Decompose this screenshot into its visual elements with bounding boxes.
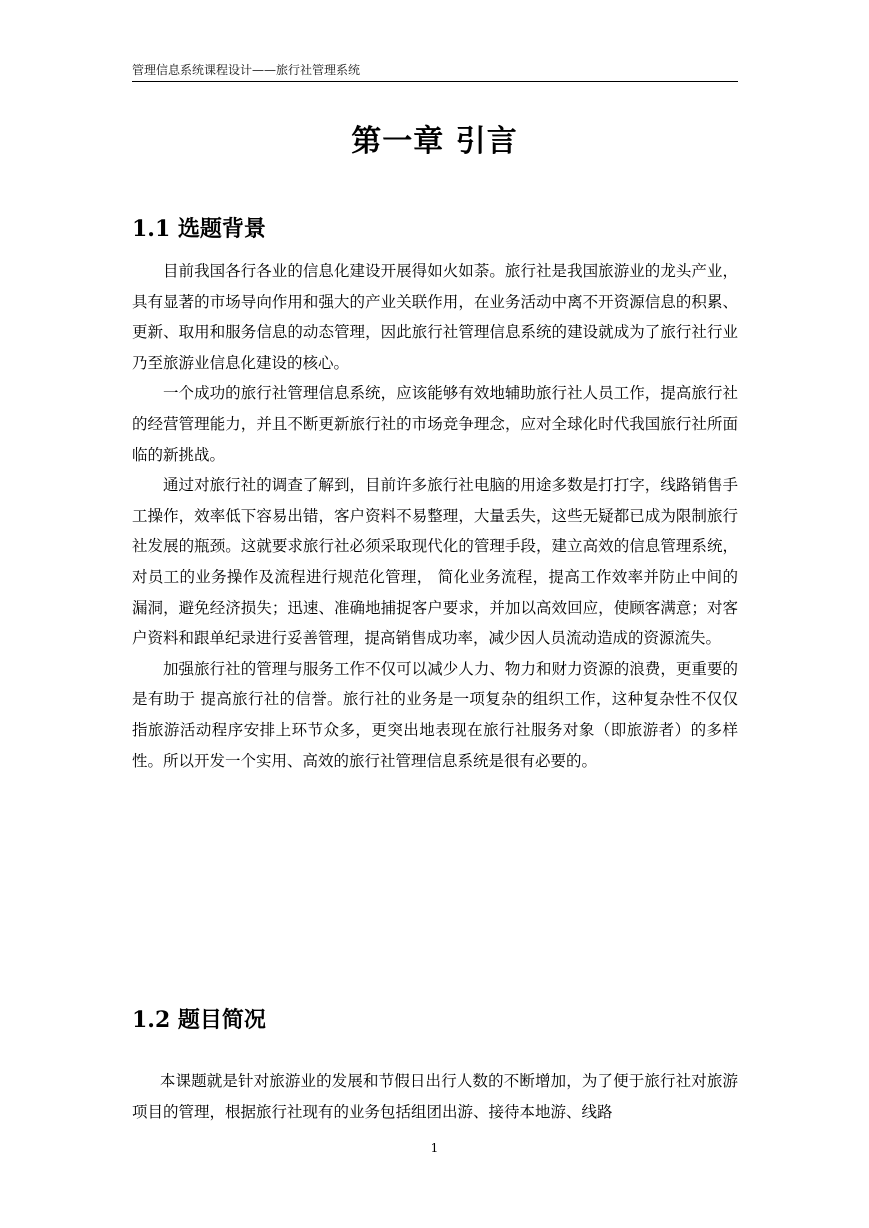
page-number: 1	[430, 1141, 439, 1155]
section-1-1-body	[132, 256, 738, 776]
header-rule	[132, 81, 738, 82]
section-1-2-body	[132, 1066, 738, 1127]
paragraph: 目前我国各行各业的信息化建设开展得如火如荼。旅行社是我国旅游业的龙头产业，具有显著的市场导向作用和强大的产业关联作用，在业务活动中离不开资源信息的积累、更新、取用和服务信息的动态管理，因此旅行社管理信息系统的建设就成为了旅行社行业乃至旅游业信息化建设的核心。	[132, 262, 738, 372]
paragraph: 一个成功的旅行社管理信息系统，应该能够有效地辅助旅行社人员工作，提高旅行社的经营管理能力，并且不断更新旅行社的市场竞争理念，应对全球化时代我国旅行社所面临的新挑战。	[132, 384, 738, 464]
section-title-1-1: 1.1 选题背景	[132, 216, 266, 242]
paragraph: 本课题就是针对旅游业的发展和节假日出行人数的不断增加，为了便于旅行社对旅游项目的管理，根据旅行社现有的业务包括组团出游、接待本地游、线路	[132, 1072, 738, 1121]
paragraph: 加强旅行社的管理与服务工作不仅可以减少人力、物力和财力资源的浪费，更重要的是有助于 提高旅行社的信誉。旅行社的业务是一项复杂的组织工作，这种复杂性不仅仅指旅游活动程序安排上环节众多，更突出地表现在旅行社服务对象（即旅游者）的多样性。所以开发一个实用、高效的旅行社管理信息系统是很有必要的。	[132, 659, 738, 770]
section-title-1-2: 1.2 题目简况	[132, 1007, 266, 1033]
chapter-title: 第一章 引言	[351, 124, 518, 159]
running-header: 管理信息系统课程设计——旅行社管理系统	[132, 63, 361, 77]
paragraph: 通过对旅行社的调查了解到，目前许多旅行社电脑的用途多数是打打字，线路销售手工操作，效率低下容易出错，客户资料不易整理，大量丢失，这些无疑都已成为限制旅行社发展的瓶颈。这就要求旅行社必须采取现代化的管理手段，建立高效的信息管理系统，对员工的业务操作及流程进行规范化管理， 简化业务流程，提高工作效率并防止中间的漏洞，避免经济损失；迅速、准确地捕捉客户要求，并加以高效回应，使顾客满意；对客户资料和跟单纪录进行妥善管理，提高销售成功率，减少因人员流动造成的资源流失。	[132, 476, 738, 648]
